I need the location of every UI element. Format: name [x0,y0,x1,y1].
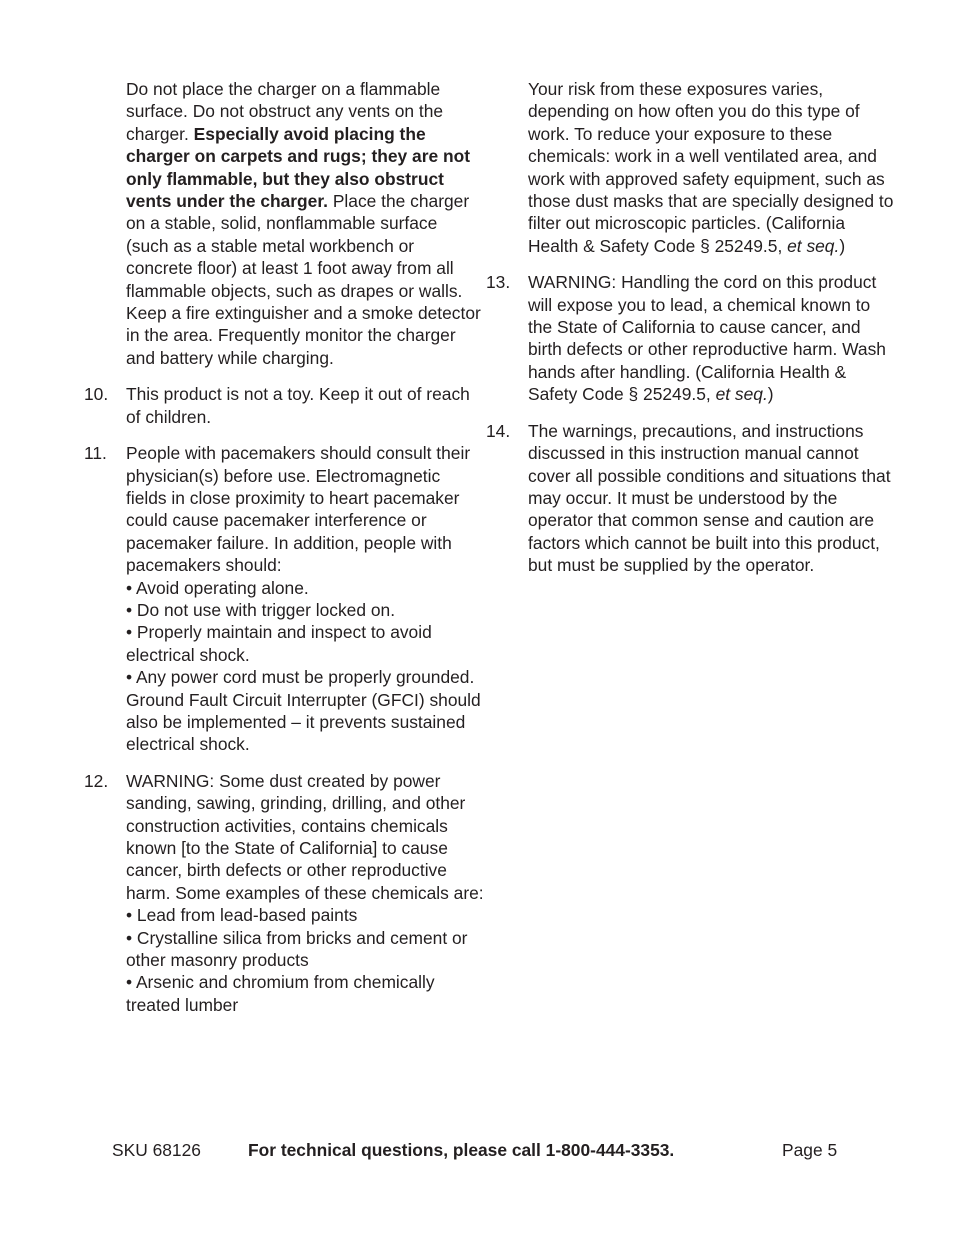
item-12-bullet: • Arsenic and chromium from chemically treated lumber [126,972,435,1015]
item-11 [84,442,484,756]
item-13-text [528,271,896,405]
item-9-bold-warning: Especially avoid placing the charger on carpets and rugs; they are not only flammable, but they also obstruct vents under the charger. [126,123,471,212]
tech-support-line: For technical questions, please call 1-800-444-3353. [248,1140,675,1160]
item-9-continued-text [126,78,484,369]
item-11-text: People with pacemakers should consult their physician(s) before use. Electromagnetic fields in close proximity to heart pacemaker could cause pacemaker interference or pacemaker failure. In addition, people with pacemakers should: [126,443,471,576]
item-14-number: 14. [486,420,511,441]
item-13-text-end: ) [767,384,774,405]
page-number: Page 5 [782,1140,838,1160]
item-11-bullet: • Properly maintain and inspect to avoid electrical shock. [126,622,432,665]
item-11-bullet: • Do not use with trigger locked on. [126,599,396,620]
item-10-text: This product is not a toy. Keep it out of reach of children. [126,384,470,427]
item-13-italic: et seq. [715,384,768,405]
item-12-continued-text [528,78,896,257]
item-11-bullet: • Avoid operating alone. [126,577,309,598]
item-12-cont-end: ) [839,235,846,256]
item-12-cont-start: Your risk from these exposures varies, depending on how often you do this type of work. To reduce your exposure to these chemicals: work in a well ventilated area, and work with approved safety equipment, such as those dust masks that are specially designed to filter out microscopic particles. (California Health & Safety Code § 25249.5, [528,79,894,256]
item-12 [84,770,484,1016]
item-13-number: 13. [486,272,511,293]
item-12-text: WARNING: Some dust created by power sanding, sawing, grinding, drilling, and other construction activities, contains chemicals known [to the State of California] to cause cancer, birth defects or other reproductive harm. Some examples of these chemicals are: [126,770,484,903]
sku-label: SKU 68126 [112,1140,201,1160]
item-12-bullet: • Crystalline silica from bricks and cement or other masonry products [126,927,468,971]
item-14-text: The warnings, precautions, and instructions discussed in this instruction manual cannot cover all possible conditions and situations that may occur. It must be understood by the operator that common sense and caution are factors which cannot be built into this product, but must be supplied by the operator. [528,420,891,576]
item-12-cont-italic: et seq. [787,235,840,256]
item-12-continued [486,78,896,257]
item-11-bullet: • Any power cord must be properly grounded. Ground Fault Circuit Interrupter (GFCI) should also be implemented – it prevents sustained electrical shock. [126,667,481,755]
item-9-text-end: Place the charger on a stable, solid, nonflammable surface (such as a stable metal workbench or concrete floor) at least 1 foot away from all flammable objects, such as drapes or walls. Keep a fire extinguisher and a smoke detector in the area. Frequently monitor the charger and battery while charging. [126,191,481,368]
item-12-bullet: • Lead from lead-based paints [126,905,358,926]
right-column [486,78,896,591]
item-13 [486,271,896,405]
item-11-number: 11. [84,443,107,464]
item-9-text-start: Do not place the charger on a flammable surface. Do not obstruct any vents on the charger. [126,79,444,144]
item-10 [84,383,484,428]
item-10-number: 10. [84,384,109,405]
item-9-continued [84,78,484,369]
page-footer [0,1139,954,1163]
item-13-text-start: WARNING: Handling the cord on this product will expose you to lead, a chemical known to the State of California to cause cancer, and birth defects or other reproductive harm. Wash hands after handling. (California Health & Safety Code § 25249.5, [528,272,886,405]
item-12-number: 12. [84,770,109,791]
item-14 [486,420,896,577]
left-column [84,78,484,1030]
